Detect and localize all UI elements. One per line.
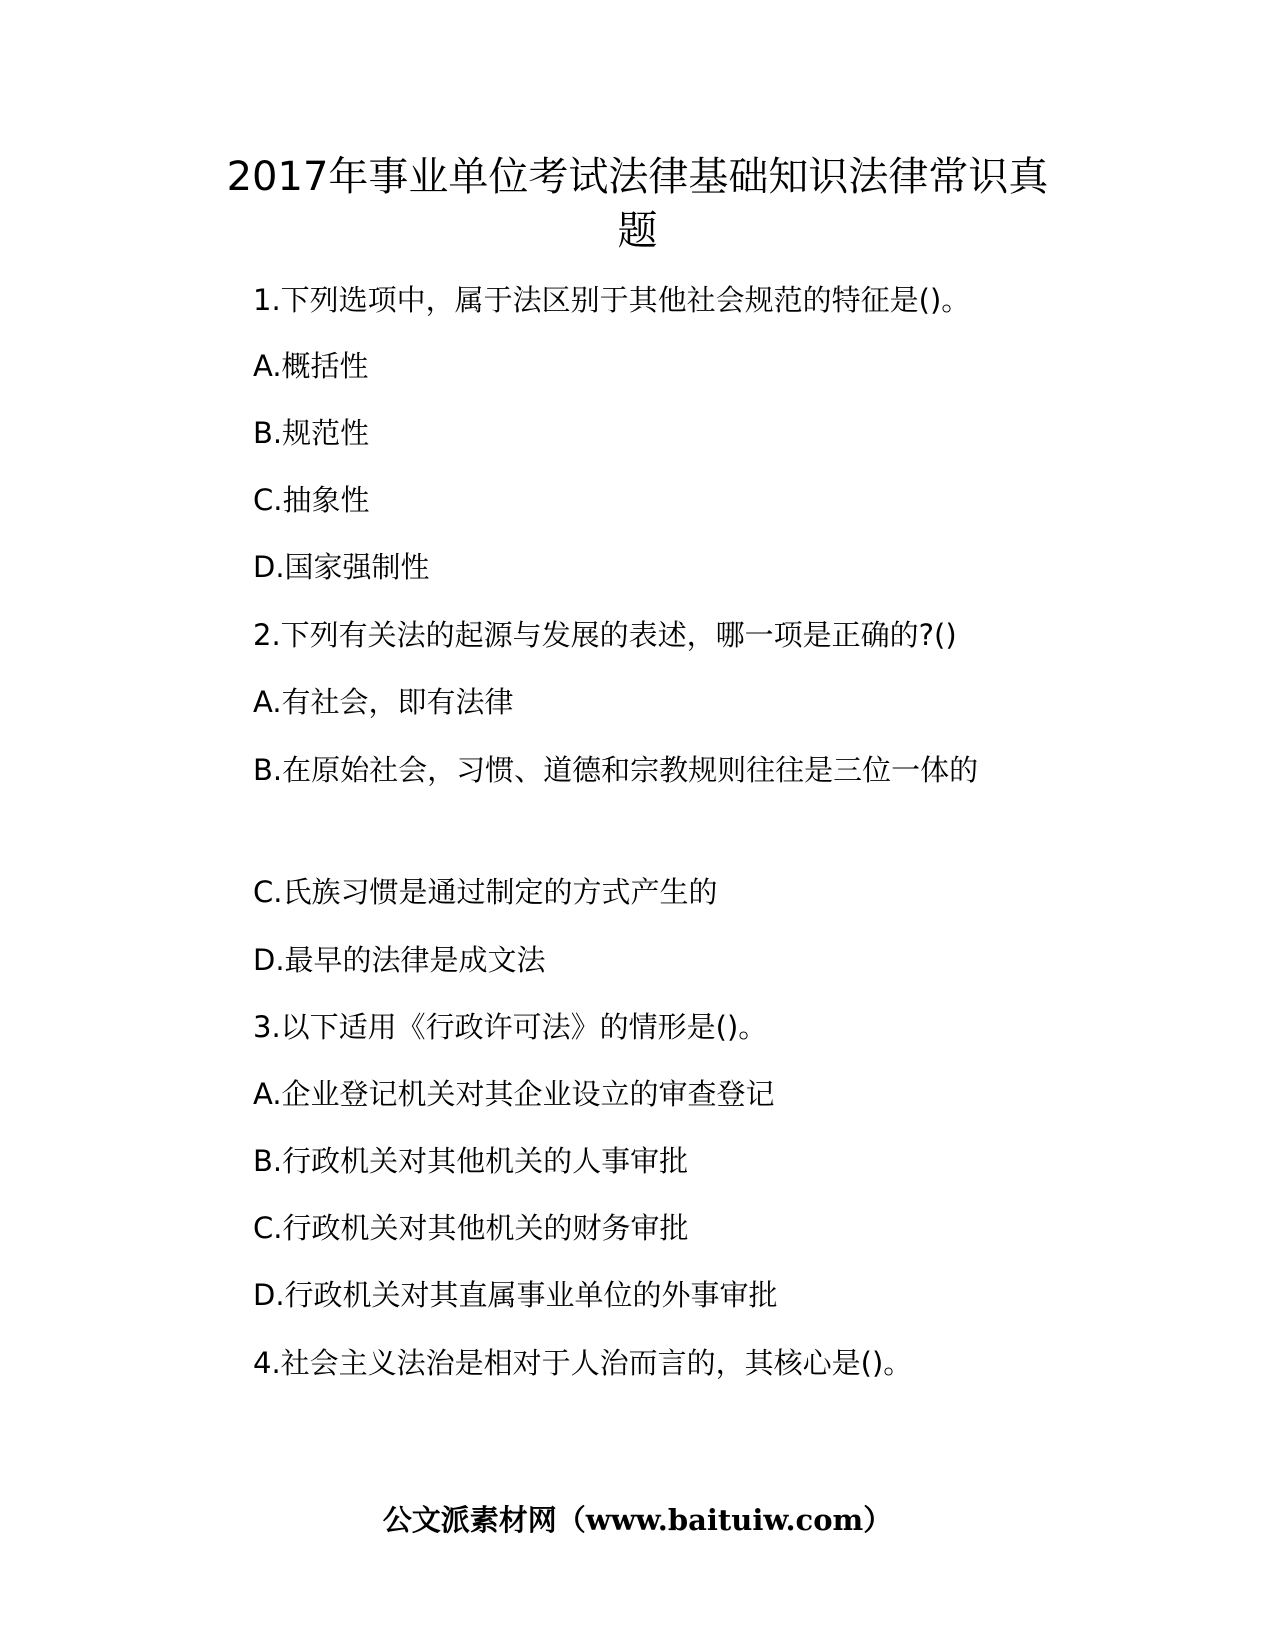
option-2a: A.有社会，即有法律 <box>253 685 514 719</box>
option-3a: A.企业登记机关对其企业设立的审查登记 <box>253 1077 775 1111</box>
question-1: 1.下列选项中，属于法区别于其他社会规范的特征是()。 <box>253 283 971 317</box>
page-footer: 公文派素材网（www.baituiw.com） <box>382 1503 893 1537</box>
option-2b: B.在原始社会，习惯、道德和宗教规则往往是三位一体的 <box>253 753 979 787</box>
option-2d: D.最早的法律是成文法 <box>253 943 546 977</box>
option-2c: C.氏族习惯是通过制定的方式产生的 <box>253 875 718 909</box>
option-1a: A.概括性 <box>253 349 369 383</box>
question-2: 2.下列有关法的起源与发展的表述，哪一项是正确的?() <box>253 618 957 652</box>
option-3d: D.行政机关对其直属事业单位的外事审批 <box>253 1278 778 1312</box>
option-3c: C.行政机关对其他机关的财务审批 <box>253 1211 689 1245</box>
title-line-1: 2017年事业单位考试法律基础知识法律常识真 <box>226 154 1049 200</box>
option-1c: C.抽象性 <box>253 483 370 517</box>
page-title <box>185 150 1090 258</box>
question-3: 3.以下适用《行政许可法》的情形是()。 <box>253 1010 768 1044</box>
title-line-2: 题 <box>617 208 658 254</box>
option-1b: B.规范性 <box>253 416 370 450</box>
option-1d: D.国家强制性 <box>253 550 430 584</box>
option-3b: B.行政机关对其他机关的人事审批 <box>253 1144 689 1178</box>
question-4: 4.社会主义法治是相对于人治而言的，其核心是()。 <box>253 1346 913 1380</box>
